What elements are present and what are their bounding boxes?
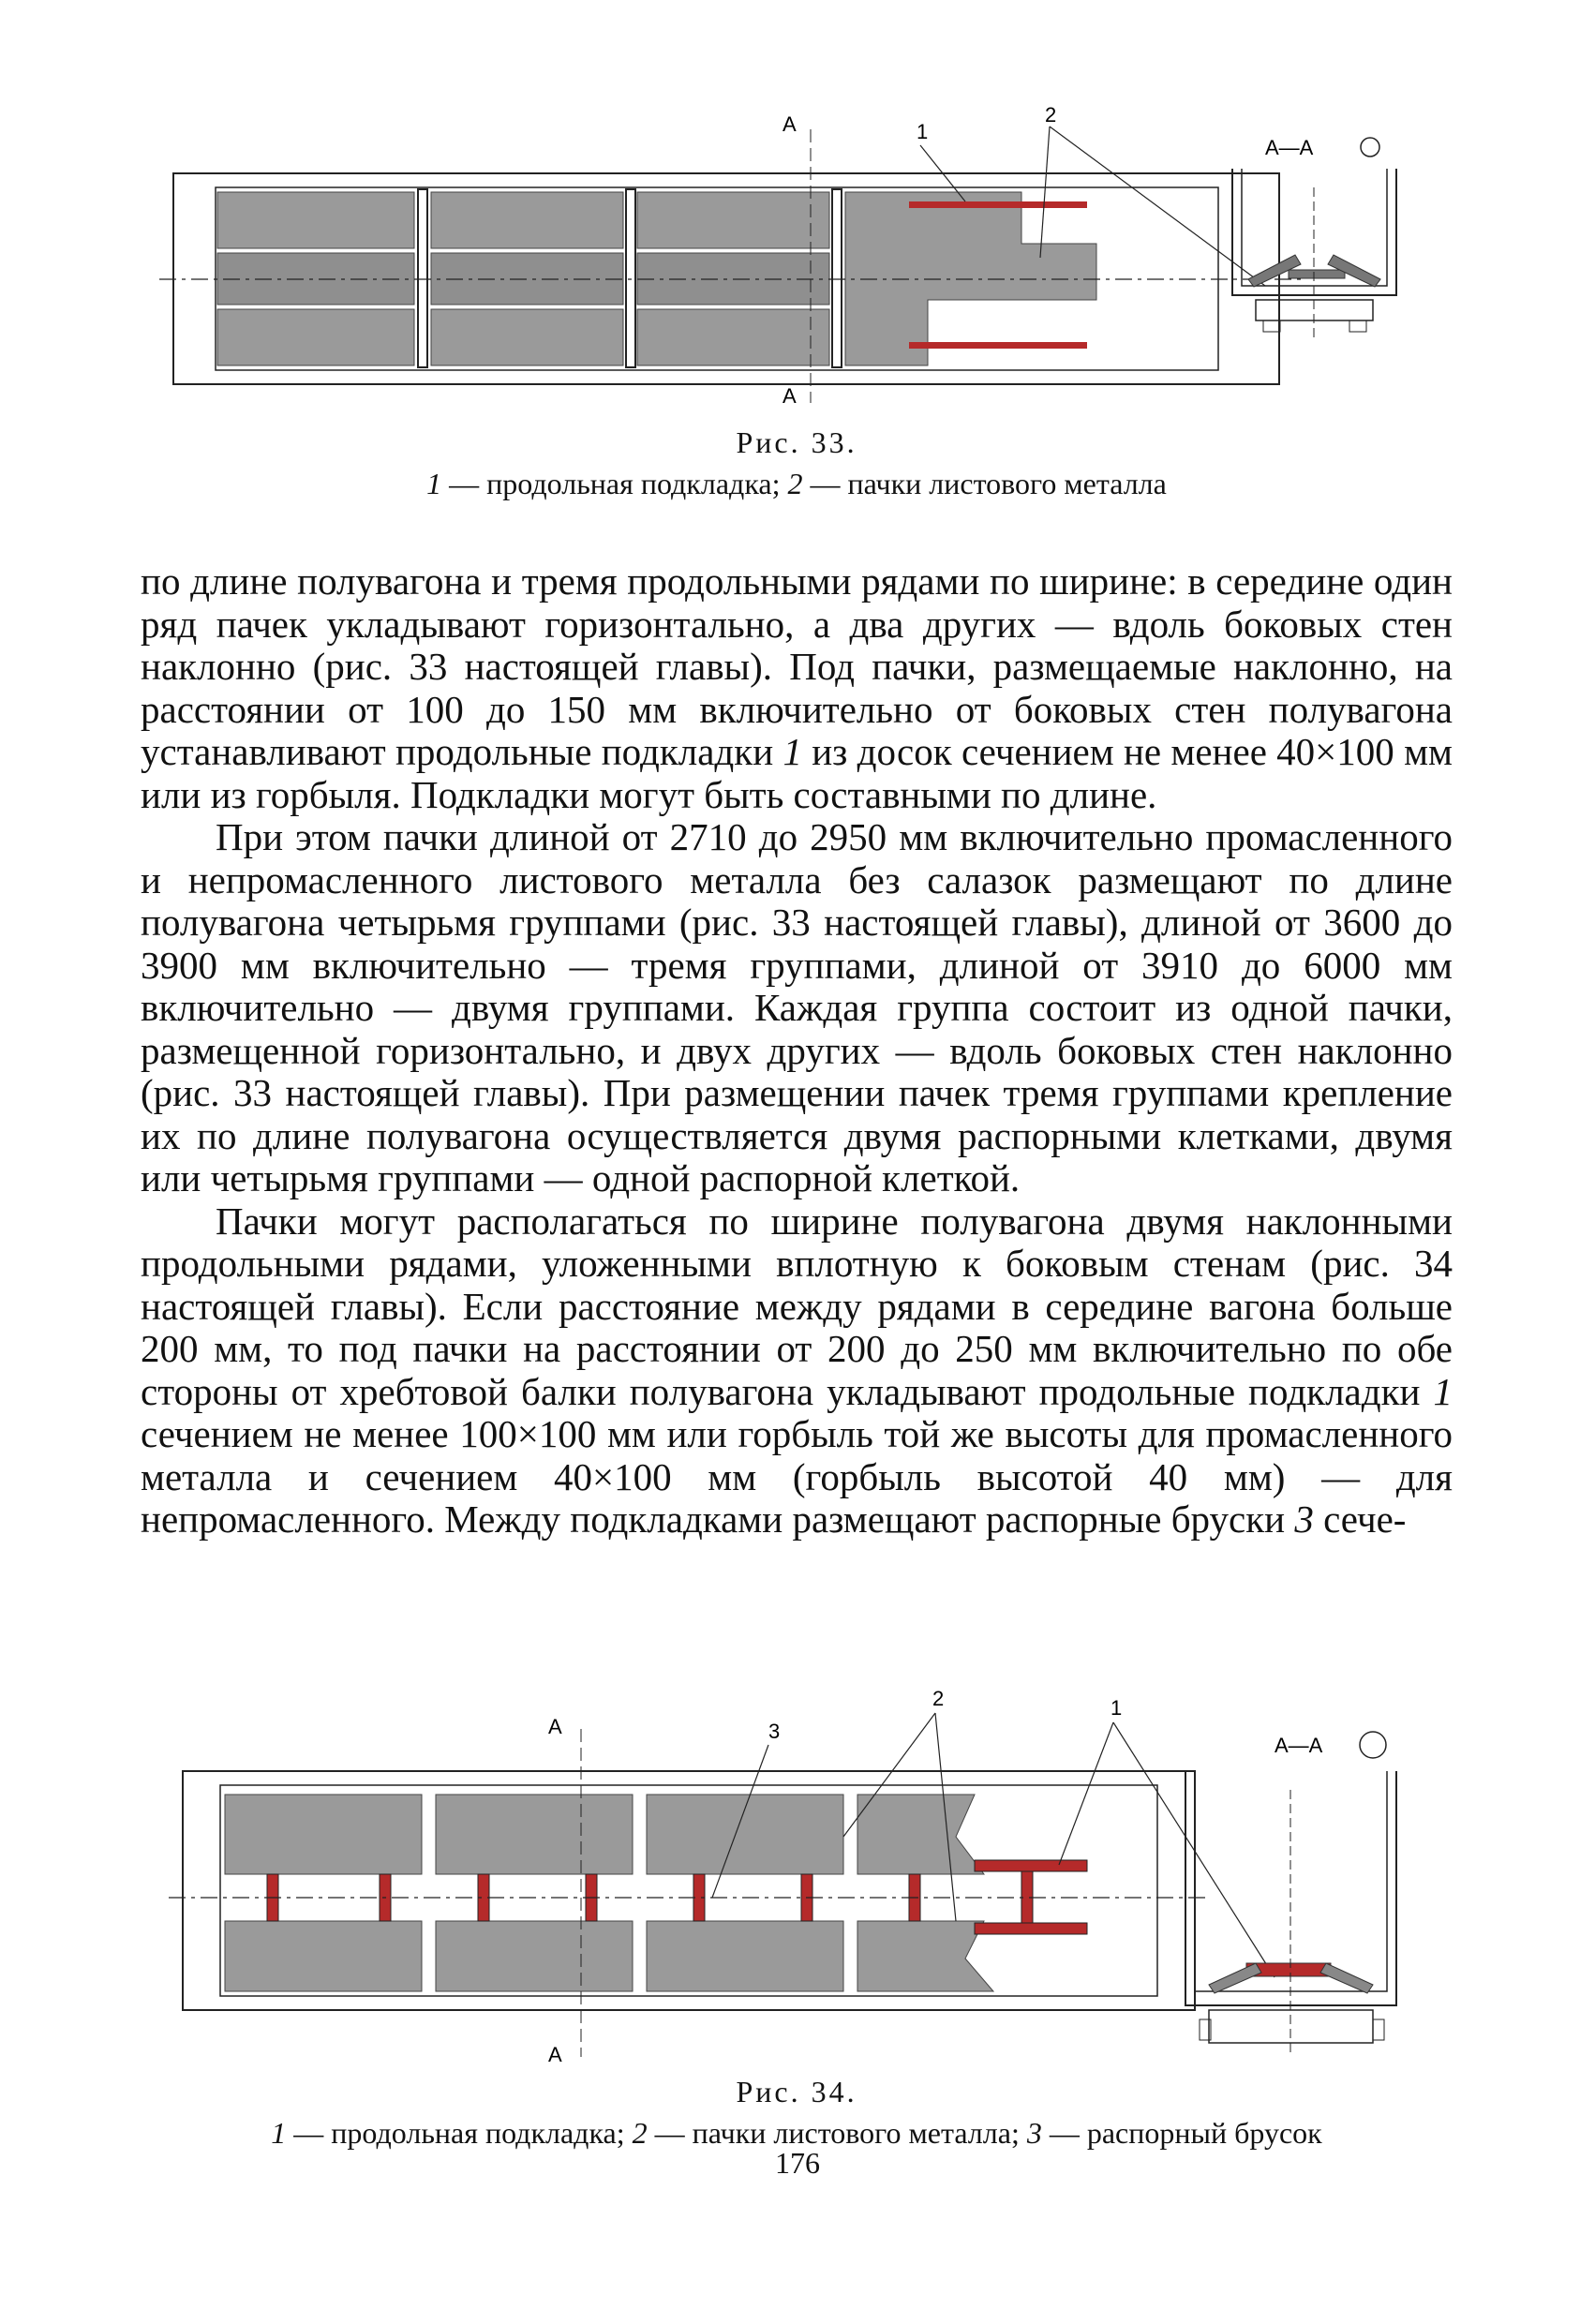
spacer-1 (418, 189, 427, 367)
spacer-3 (832, 189, 842, 367)
label-callout-2: 2 (932, 1687, 945, 1710)
figure-34-legend: 1 — продольная подкладка; 2 — пачки листового металла; 3 — распорный брусок (271, 2116, 1322, 2150)
section-view-33 (1232, 136, 1396, 342)
label-callout-1: 1 (1111, 1696, 1123, 1720)
spacer-2 (626, 189, 635, 367)
label-section-bottom: A (783, 384, 797, 408)
figure-33-caption (141, 422, 1453, 504)
figure-34-drawing (169, 1687, 1443, 2080)
support-top (909, 201, 1087, 208)
figure-33-drawing (159, 103, 1434, 412)
paragraph-2: При этом пачки длиной от 2710 до 2950 мм включительно промасленного и непромасленного листового металла без салазок размещают по длине полувагона четырьмя группами (рис. 33 настоящей главы), длиной от 3600 до 3900 мм включительно — тремя группами, длиной от 3910 до 6000 мм включительно — двумя группами. Каждая группа состоит из одной пачки, размещенной горизонтально, и двух других — вдоль боковых стен наклонно (рис. 33 настоящей главы). При размещении пачек тремя группами крепление их по длине полувагона осуществляется двумя распорными клетками, двумя или четырьмя группами — одной распорной клеткой. (141, 815, 1453, 1199)
body-text (141, 560, 1453, 1542)
label-callout-2: 2 (1045, 103, 1057, 127)
paragraph-3: Пачки могут располагаться по ширине полувагона двумя наклонными продольными рядами, уложенными вплотную к боковым стенам (рис. 34 настоящей главы). Если расстояние между рядами в середине вагона больше 200 мм, то под пачки на расстоянии от 200 до 250 мм включительно по обе стороны от хребтовой балки полувагона укладывают продольные подкладки 1 сечением не менее 100×100 мм или горбыль той же высоты для промасленного металла и сечением 40×100 мм (горбыль высотой 40 мм) — для непромасленного. Между подкладками размещают распорные бруски 3 сече- (141, 1199, 1453, 1541)
figure-33-number: Рис. 33. (736, 425, 857, 459)
sheet-pack-row-bottom (225, 1921, 993, 1991)
label-section-view: А—А (1275, 1734, 1323, 1757)
figure-33-legend: 1 — продольная подкладка; 2 — пачки листового металла (426, 467, 1167, 500)
label-section-top: A (548, 1715, 562, 1738)
label-callout-3: 3 (768, 1720, 781, 1743)
section-view-34 (1185, 1732, 1396, 2057)
paragraph-1: по длине полувагона и тремя продольными рядами по ширине: в середине один ряд пачек укладывают горизонтально, а два других — вдоль боковых стен наклонно (рис. 33 настоящей главы). Под пачки, размещаемые наклонно, на расстоянии от 100 до 150 мм включительно от боковых стен полувагона устанавливают продольные подкладки 1 из досок сечением не менее 40×100 мм или из горбыля. Подкладки могут быть составными по длине. (141, 559, 1453, 816)
support-top (975, 1860, 1087, 1871)
label-section-bottom: A (548, 2043, 562, 2066)
support-bottom (975, 1923, 1087, 1934)
label-section-view: А—А (1265, 136, 1314, 159)
figure-34 (169, 1687, 1443, 2080)
label-section-top: A (783, 112, 797, 136)
page-number: 176 (775, 2146, 820, 2180)
label-callout-1: 1 (917, 120, 929, 143)
figure-34-number: Рис. 34. (736, 2075, 857, 2108)
figure-34-caption (141, 2071, 1453, 2153)
sheet-pack-row-top (225, 1795, 984, 1874)
figure-33 (159, 103, 1434, 412)
support-bottom (909, 342, 1087, 349)
